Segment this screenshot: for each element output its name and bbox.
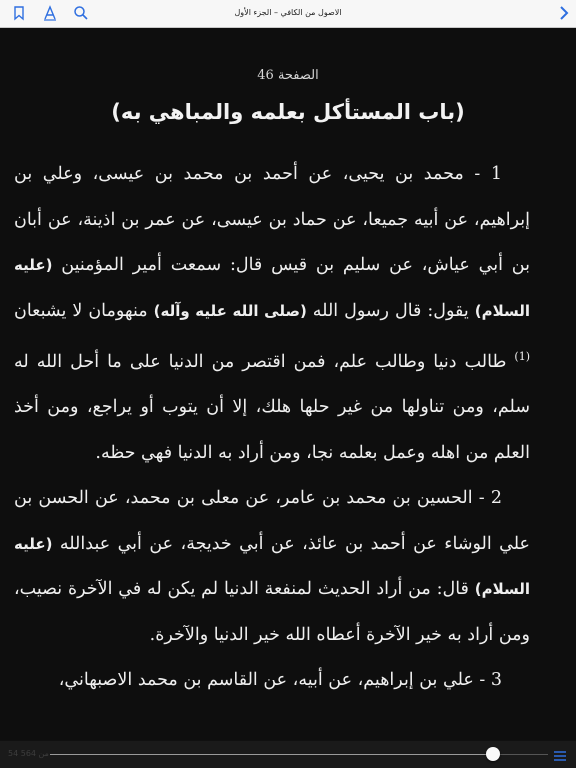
page-slider-fill: [50, 754, 493, 755]
hadith-paragraph: [14, 152, 530, 476]
chevron-right-icon[interactable]: [556, 5, 572, 21]
page-progress-label: 54 من 564: [8, 749, 49, 758]
text-run: منهومان لا يشبعان: [14, 300, 154, 321]
text-run: 2 - الحسين بن محمد بن عامر، عن معلى بن محمد، عن الحسن بن علي الوشاء عن أحمد بن عائذ، عن أبي خديجة، عن أبي عبدالله: [14, 488, 530, 554]
bottom-toolbar: [0, 741, 576, 768]
list-icon[interactable]: [553, 748, 567, 767]
text-run: 1 - محمد بن يحيى، عن أحمد بن محمد بن عيسى، وعلي بن إبراهيم، عن أبيه جميعا، عن حماد بن عيسى، عن عمر بن اذينة، عن أبان بن أبي عياش، عن سليم بن قيس قال: سمعت أمير المؤمنين: [14, 164, 530, 275]
reading-page: [0, 28, 576, 740]
text-run: طالب دنيا وطالب علم، فمن اقتصر من الدنيا على ما أحل الله له سلم، ومن تناولها من غير حلها هلك، إلا أن يتوب أو يراجع، ومن أخذ العلم من اهله وعمل بعلمه نجا، ومن أراد به الدنيا فهي حظه.: [14, 351, 530, 463]
hadith-paragraph: [14, 658, 530, 704]
text-run: قال: من أراد الحديث لمنفعة الدنيا لم يكن له في الآخرة نصيب، ومن أراد به خير الآخرة أعطاه الله خير الدنيا والآخرة.: [14, 579, 530, 645]
footnote-ref[interactable]: (1): [514, 350, 530, 363]
chapter-heading: (باب المستأكل بعلمه والمباهي به): [111, 100, 465, 124]
honorific: (عليه السلام): [14, 534, 530, 599]
book-title: الاصول من الكافي – الجزء الأول: [234, 8, 342, 17]
top-toolbar: [0, 0, 576, 28]
body-text: [14, 152, 530, 704]
page-number: الصفحة 46: [257, 68, 319, 83]
honorific: (صلى الله عليه وآله): [153, 301, 307, 320]
page-slider[interactable]: [50, 754, 548, 755]
honorific: (عليه السلام): [14, 256, 530, 320]
hadith-paragraph: [14, 476, 530, 658]
page-slider-thumb[interactable]: [486, 747, 500, 761]
text-run: يقول: قال رسول الله: [306, 300, 475, 321]
text-run: 3 - علي بن إبراهيم، عن أبيه، عن القاسم بن محمد الاصبهاني،: [58, 670, 502, 691]
